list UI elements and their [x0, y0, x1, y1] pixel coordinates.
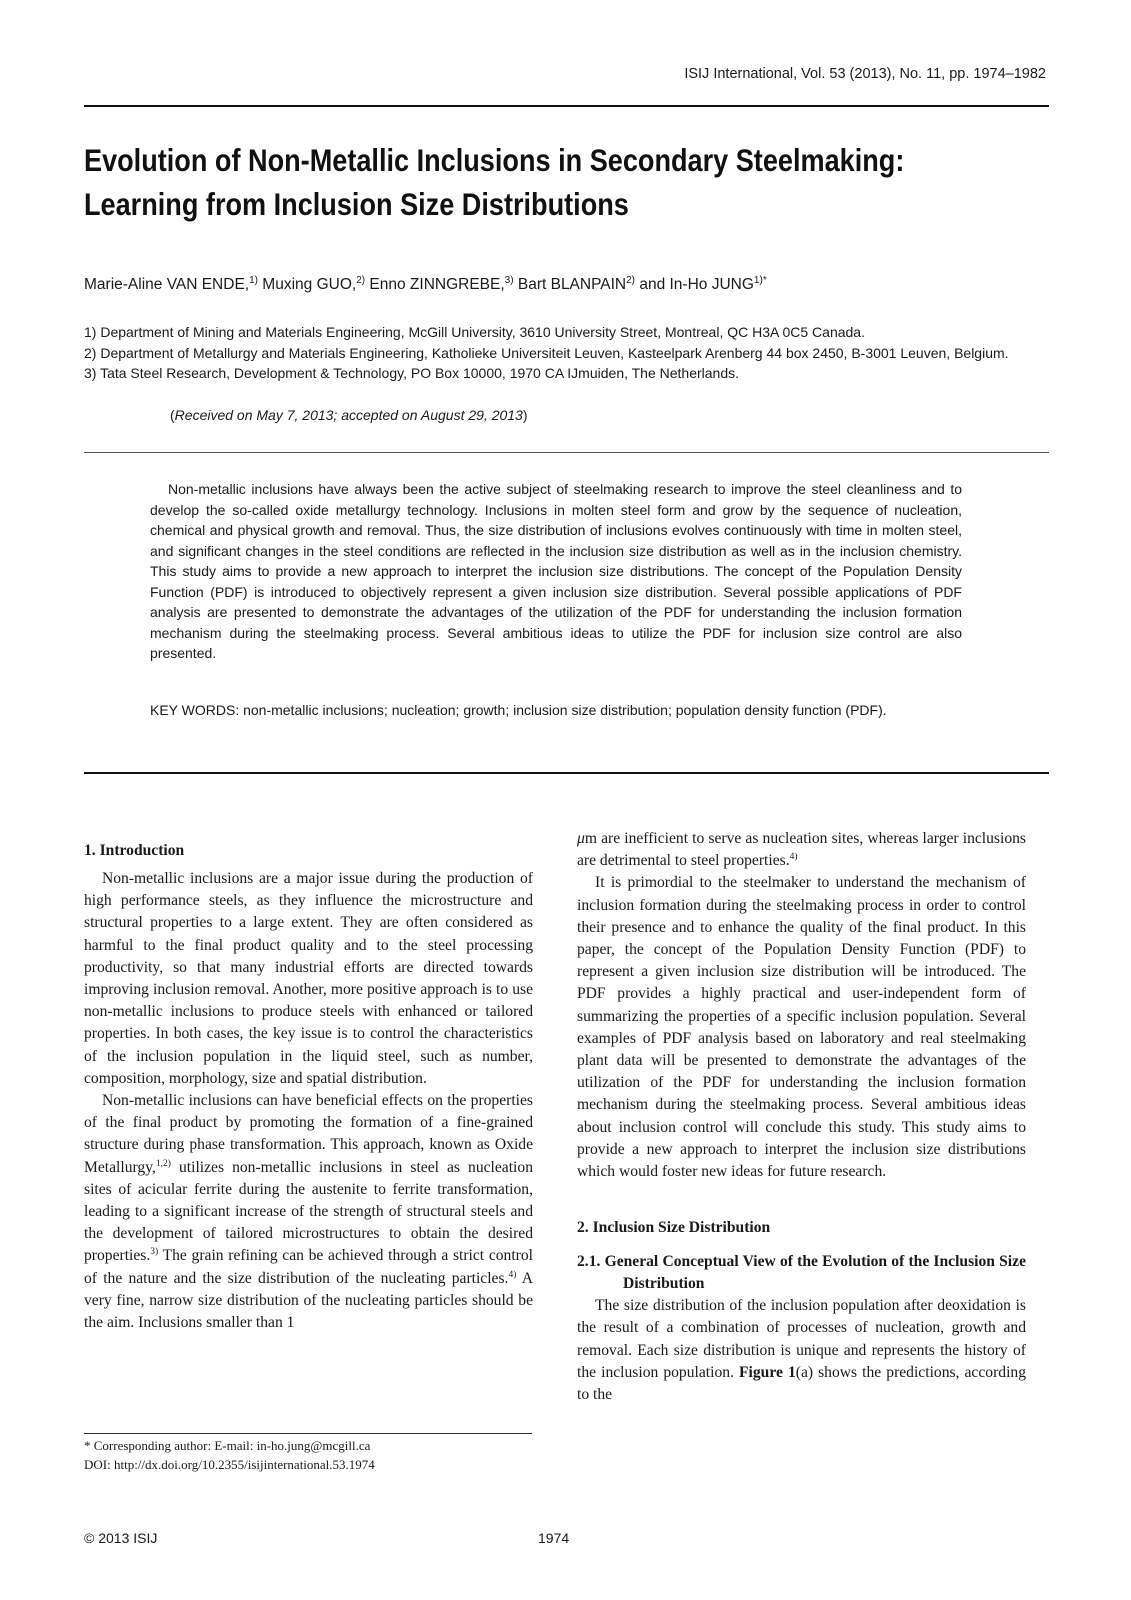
abstract-text: Non-metallic inclusions have always been the active subject of steelmaking research to improve the steel cleanliness and to develop the so-called oxide metallurgy technology. Inclusions in molten steel form and grow by the sequence of nucleation, chemical and physical growth and removal. Thus, the size distribution of inclusions evolves continuously with time in molten steel, and significant changes in the steel conditions are reflected in the inclusion size distribution as well as in the inclusion chemistry. This study aims to provide a new approach to interpret the inclusion size distributions. The concept of the Population Density Function (PDF) is introduced to objectively represent a given inclusion size distribution. Several possible applications of PDF analysis are presented to demonstrate the advantages of the utilization of the PDF for understanding the inclusion formation mechanism during the steelmaking process. Several ambitious ideas to utilize the PDF for inclusion size control are also presented.: [150, 481, 962, 661]
paper-title: [84, 138, 1047, 226]
header-rule: [84, 105, 1049, 107]
citation: 4): [508, 1269, 517, 1280]
text-run: The grain refining can be achieved through a strict control of the nature and the size distribution of the nucleating particles.: [84, 1247, 533, 1287]
abstract-bottom-rule: [84, 772, 1049, 774]
author-name: Muxing GUO,: [258, 276, 357, 294]
citation: 4): [789, 852, 798, 863]
text-run: m are inefficient to serve as nucleation sites, whereas larger inclusions are detrimental to steel properties.: [577, 830, 1026, 870]
author-affiliation-mark: 2): [626, 275, 636, 286]
footnote-rule: [84, 1433, 532, 1434]
title-line-1: Evolution of Non-Metallic Inclusions in Secondary Steelmaking:: [84, 142, 905, 178]
received-paren-close: ): [522, 407, 528, 423]
text-run: Non-metallic inclusions can have beneficial effects on the properties of the final product by promoting the formation of a fine-grained structure during phase transformation. This approach, known as Oxide Metallurgy,: [84, 1092, 533, 1176]
page-number: 1974: [538, 1530, 570, 1546]
author-affiliation-mark: 1)*: [753, 275, 767, 286]
citation: 1,2): [155, 1158, 171, 1169]
section-heading-introduction: 1. Introduction: [84, 842, 185, 859]
figure-reference[interactable]: Figure 1: [739, 1363, 796, 1381]
author-affiliation-mark: 1): [249, 275, 258, 286]
paragraph: Non-metallic inclusions are a major issue during the production of high performance steels, as they influence the microstructure and structural properties to a large extent. They are often considered as harmful to the final product quality and to the steel processing productivity, so that many industrial efforts are directed towards improving inclusion removal. Another, more positive approach is to use non-metallic inclusions to produce steels with enhanced or tailored properties. In both cases, the key issue is to control the characteristics of the inclusion population in the liquid steel, such as number, composition, morphology, size and spatial distribution.: [84, 870, 533, 1087]
subsection-heading: 2.1. General Conceptual View of the Evolution of the Inclusion Size Distribution: [577, 1253, 1026, 1293]
paragraph-continued: [577, 828, 1026, 872]
paragraph: [577, 1295, 1026, 1406]
author-list: [84, 275, 767, 294]
copyright: © 2013 ISIJ: [84, 1530, 158, 1546]
received-text: Received on May 7, 2013; accepted on August 29, 2013: [174, 407, 523, 423]
author-name: and In-Ho JUNG: [635, 276, 754, 294]
author-name: Marie-Aline VAN ENDE,: [84, 276, 250, 294]
author-affiliation-mark: 2): [356, 275, 366, 286]
keywords: KEY WORDS: non-metallic inclusions; nucleation; growth; inclusion size distribution; population density function (PDF).: [150, 702, 887, 718]
title-line-2: Learning from Inclusion Size Distributions: [84, 186, 629, 222]
author-name: Enno ZINNGREBE,: [365, 276, 505, 294]
affiliation-item: 2) Department of Metallurgy and Materials Engineering, Katholieke Universiteit Leuven, Kasteelpark Arenberg 44 box 2450, B-3001 Leuven, Belgium.: [84, 344, 1009, 361]
body-column-right: [577, 828, 1026, 1406]
abstract: [150, 479, 962, 664]
affiliation-item: 3) Tata Steel Research, Development & Technology, PO Box 10000, 1970 CA IJmuiden, The Netherlands.: [84, 365, 740, 381]
received-paren-open: (: [170, 407, 175, 423]
affiliations: [84, 322, 1052, 384]
footnotes: [84, 1436, 533, 1474]
citation: 3): [150, 1247, 159, 1258]
corresponding-author-note: * Corresponding author: E-mail: in-ho.jung@mcgill.ca: [84, 1438, 371, 1453]
body-column-left: [84, 828, 533, 1334]
journal-reference: ISIJ International, Vol. 53 (2013), No. 11, pp. 1974–1982: [684, 66, 1046, 82]
author-name: Bart BLANPAIN: [513, 276, 627, 294]
text-run: A very fine, narrow size distribution of the nucleating particles should be the aim. Inclusions smaller than 1: [84, 1269, 533, 1332]
paragraph: [84, 1090, 533, 1334]
mu-symbol: μ: [577, 830, 585, 847]
doi-note: DOI: http://dx.doi.org/10.2355/isijinternational.53.1974: [84, 1457, 375, 1472]
section-heading-inclusion-size-distribution: 2. Inclusion Size Distribution: [577, 1219, 771, 1237]
abstract-top-rule: [84, 452, 1049, 453]
affiliation-item: 1) Department of Mining and Materials Engineering, McGill University, 3610 University Street, Montreal, QC H3A 0C5 Canada.: [84, 324, 865, 340]
received-dates: [170, 407, 528, 423]
text-run: utilizes non-metallic inclusions in steel as nucleation sites of acicular ferrite during the austenite to ferrite transformation, leading to a significant increase of the strength of structural steels and the development of tailored microstructures to obtain the desired properties.: [84, 1158, 533, 1265]
paragraph: It is primordial to the steelmaker to understand the mechanism of inclusion formation during the steelmaking process in order to control their presence and to enhance the quality of the final product. In this paper, the concept of the Population Density Function (PDF) to represent a given inclusion size distribution will be introduced. The PDF provides a highly practical and user-independent form of summarizing the properties of a specific inclusion population. Several examples of PDF analysis based on laboratory and real steelmaking plant data will be presented to demonstrate the advantages of the utilization of the PDF for understanding the inclusion formation mechanism during the steelmaking process. Several ambitious ideas about inclusion control will conclude this study. This study aims to provide a new approach to interpret the inclusion size distributions which would foster new ideas for future research.: [577, 874, 1026, 1181]
text-run: The size distribution of the inclusion population after deoxidation is the result of a combination of processes of nucleation, growth and removal. Each size distribution is unique and represents the history of the inclusion population.: [577, 1297, 1026, 1381]
author-affiliation-mark: 3): [504, 275, 514, 286]
text-run: (a) shows the predictions, according to the: [577, 1363, 1026, 1404]
